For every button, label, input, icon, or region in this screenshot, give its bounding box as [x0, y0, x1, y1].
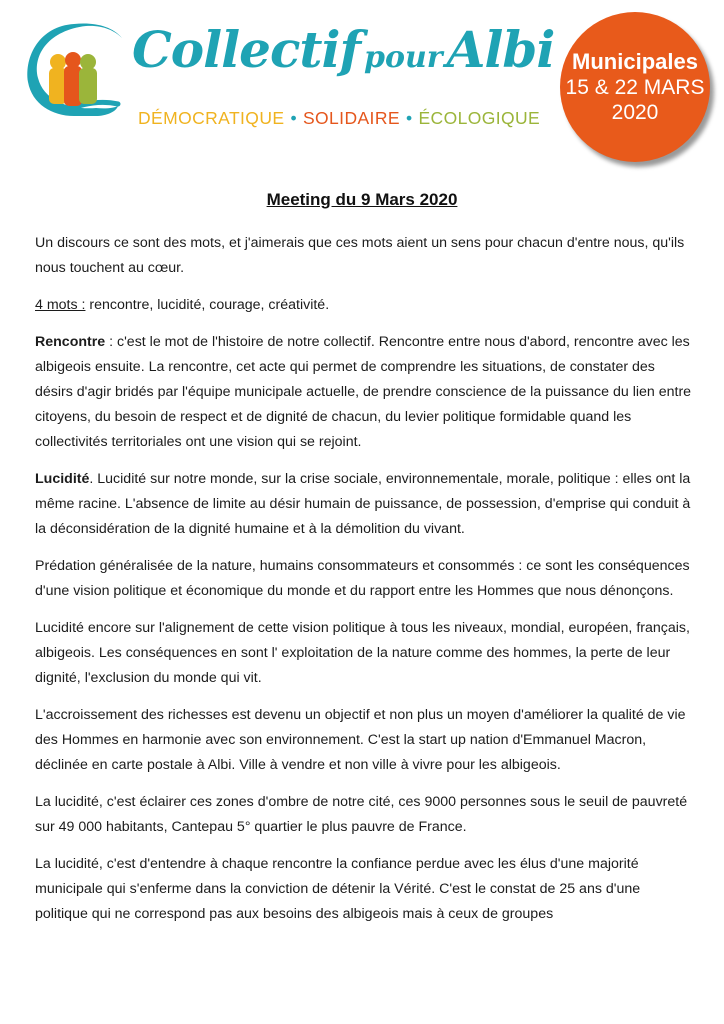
document-body — [35, 231, 695, 939]
collectif-logo-icon — [22, 16, 122, 126]
paragraph-confiance: La lucidité, c'est d'entendre à chaque rencontre la confiance perdue avec les élus d'une majorité municipale qui s'enferme dans la conviction de détenir la Vérité. C'est le constat de 25 ans d'une politique qui ne correspond pas aux besoins des albigeois mais à ceux de groupes — [35, 856, 641, 922]
brand-title — [132, 20, 554, 79]
brand-part-collectif: Collectif — [132, 20, 360, 79]
tagline-separator: • — [290, 108, 297, 128]
tagline-democratique: DÉMOCRATIQUE — [138, 108, 285, 128]
paragraph-rencontre — [35, 330, 695, 455]
badge-dates: 15 & 22 MARS — [565, 76, 705, 99]
badge-year: 2020 — [611, 101, 659, 124]
paragraph-lucidite — [35, 467, 695, 542]
election-date-badge — [560, 12, 710, 162]
rencontre-text: : c'est le mot de l'histoire de notre collectif. Rencontre entre nous d'abord, rencontre avec les albigeois ensuite. La rencontre, cet acte qui permet de comprendre les situations, de constater des désirs d'agir bridés par l'équipe municipale actuelle, de prendre conscience de la puissance du lien entre citoyens, du besoin de respect et de dignité de chacun, du levier politique formidable quand les collectivités territoriales ont une vision qui se rejoint. — [35, 334, 692, 450]
badge-title: Municipales — [572, 49, 698, 74]
paragraph-intro: Un discours ce sont des mots, et j'aimerais que ces mots aient un sens pour chacun d'entre nous, qu'ils nous touchent au cœur. — [35, 235, 685, 276]
brand-part-albi: Albi — [446, 20, 555, 79]
paragraph-zones-ombre: La lucidité, c'est éclairer ces zones d'ombre de notre cité, ces 9000 personnes sous le seuil de pauvreté sur 49 000 habitants, Cantepau 5° quartier le plus pauvre de France. — [35, 794, 688, 835]
document-title: Meeting du 9 Mars 2020 — [266, 190, 458, 209]
tagline-ecologique: ÉCOLOGIQUE — [418, 108, 541, 128]
tagline-solidaire: SOLIDAIRE — [302, 108, 400, 128]
paragraph-four-words — [35, 293, 695, 318]
paragraph-alignement: Lucidité encore sur l'alignement de cette vision politique à tous les niveaux, mondial, européen, français, albigeois. Les conséquences en sont l' exploitation de la nature comme des hommes, la perte de leur dignité, l'exclusion du monde qui vit. — [35, 620, 690, 686]
lucidite-label: Lucidité — [35, 471, 90, 487]
page-header — [0, 0, 724, 170]
four-words-label: 4 mots : — [35, 297, 86, 313]
paragraph-predation: Prédation généralisée de la nature, humains consommateurs et consommés : ce sont les conséquences d'une vision politique et économique du monde et du rapport entre les Hommes que nous dénonçons. — [35, 558, 690, 599]
rencontre-label: Rencontre — [35, 334, 106, 350]
tagline — [138, 108, 540, 129]
tagline-separator: • — [405, 108, 413, 128]
brand-part-pour: pour — [364, 40, 443, 75]
lucidite-text: . Lucidité sur notre monde, sur la crise sociale, environnementale, morale, politique : elles ont la même racine. L'absence de limite au désir humain de puissance, de possession, d'emprise qui conduit à la déconsidération de la dignité humaine et à la démolition du vivant. — [35, 471, 691, 537]
paragraph-richesses: L'accroissement des richesses est devenu un objectif et non plus un moyen d'améliorer la qualité de vie des Hommes en harmonie avec son environnement. C'est la start up nation d'Emmanuel Macron, déclinée en carte postale à Albi. Ville à vendre et non ville à vivre pour les albigeois. — [35, 707, 686, 773]
four-words-text: rencontre, lucidité, courage, créativité. — [85, 297, 330, 313]
